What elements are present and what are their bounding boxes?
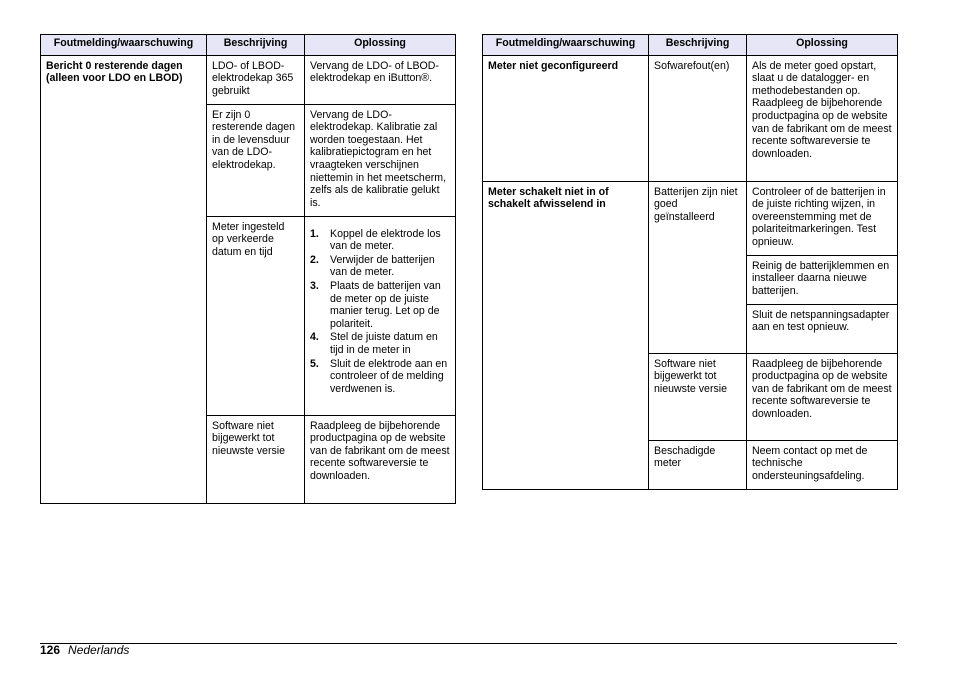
error-cell: Meter schakelt niet in of schakelt afwisselend in — [483, 181, 649, 489]
description-cell: Er zijn 0 resterende dagen in de levensduur van de LDO-elektrodekap. — [207, 104, 305, 216]
description-cell: Software niet bijgewerkt tot nieuwste versie — [207, 415, 305, 503]
step-number: 1. — [310, 227, 319, 240]
header-error: Foutmelding/waarschuwing — [41, 35, 207, 56]
page-number: 126 — [40, 643, 61, 657]
step-text: Koppel de elektrode los van de meter. — [330, 227, 441, 253]
description-cell: Batterijen zijn niet goed geïnstalleerd — [649, 181, 747, 353]
step-text: Verwijder de batterijen van de meter. — [330, 253, 435, 279]
solution-cell: Sluit de netspanningsadapter aan en test opnieuw. — [747, 304, 898, 353]
table-header-row — [483, 35, 898, 56]
header-description: Beschrijving — [649, 35, 747, 56]
solution-steps — [310, 228, 450, 396]
step-number: 2. — [310, 253, 319, 266]
solution-cell — [305, 216, 456, 415]
error-cell: Meter niet geconfigureerd — [483, 55, 649, 181]
step-text: Sluit de elektrode aan en controleer of de melding verdwenen is. — [330, 357, 448, 395]
header-solution: Oplossing — [305, 35, 456, 56]
description-cell: Beschadigde meter — [649, 440, 747, 489]
description-cell: Sofwarefout(en) — [649, 55, 747, 181]
footer-divider — [40, 643, 897, 644]
solution-cell: Raadpleeg de bijbehorende productpagina op de website van de fabrikant om de meest recente softwareversie te downloaden. — [305, 415, 456, 503]
table-row — [41, 55, 456, 104]
header-error: Foutmelding/waarschuwing — [483, 35, 649, 56]
step-number: 4. — [310, 331, 319, 344]
step-text: Plaats de batterijen van de meter op de juiste manier terug. Let op de polariteit. — [330, 279, 441, 330]
description-cell: Software niet bijgewerkt tot nieuwste versie — [649, 353, 747, 440]
step-number: 5. — [310, 357, 319, 370]
right-troubleshooting-table — [482, 34, 898, 490]
header-solution: Oplossing — [747, 35, 898, 56]
header-description: Beschrijving — [207, 35, 305, 56]
description-cell: LDO- of LBOD-elektrodekap 365 gebruikt — [207, 55, 305, 104]
page-footer — [40, 643, 129, 657]
step-item — [310, 254, 450, 279]
solution-cell: Reinig de batterijklemmen en installeer daarna nieuwe batterijen. — [747, 255, 898, 304]
table-row — [483, 55, 898, 181]
footer-language: Nederlands — [68, 643, 130, 657]
description-cell: Meter ingesteld op verkeerde datum en tijd — [207, 216, 305, 415]
table-row — [483, 181, 898, 255]
left-troubleshooting-table — [40, 34, 456, 504]
step-item — [310, 358, 450, 396]
solution-cell: Als de meter goed opstart, slaat u de datalogger- en methodebestanden op. Raadpleeg de bijbehorende productpagina op de website van de fabrikant om de meest recente softwareversie te downloaden. — [747, 55, 898, 181]
step-text: Stel de juiste datum en tijd in de meter in — [330, 331, 438, 356]
error-cell: Bericht 0 resterende dagen (alleen voor LDO en LBOD) — [41, 55, 207, 503]
solution-cell: Vervang de LDO- of LBOD-elektrodekap en iButton®. — [305, 55, 456, 104]
step-item — [310, 331, 450, 356]
solution-cell: Neem contact op met de technische ondersteuningsafdeling. — [747, 440, 898, 489]
step-item — [310, 228, 450, 253]
step-number: 3. — [310, 279, 319, 292]
solution-cell: Raadpleeg de bijbehorende productpagina op de website van de fabrikant om de meest recente softwareversie te downloaden. — [747, 353, 898, 440]
solution-cell: Controleer of de batterijen in de juiste richting wijzen, in overeenstemming met de polariteitmarkeringen. Test opnieuw. — [747, 181, 898, 255]
solution-cell: Vervang de LDO-elektrodekap. Kalibratie zal worden toegestaan. Het kalibratiepictogram en het vraagteken verschijnen niettemin in het meetscherm, zelfs als de kalibratie gelukt is. — [305, 104, 456, 216]
step-item — [310, 280, 450, 330]
table-header-row — [41, 35, 456, 56]
